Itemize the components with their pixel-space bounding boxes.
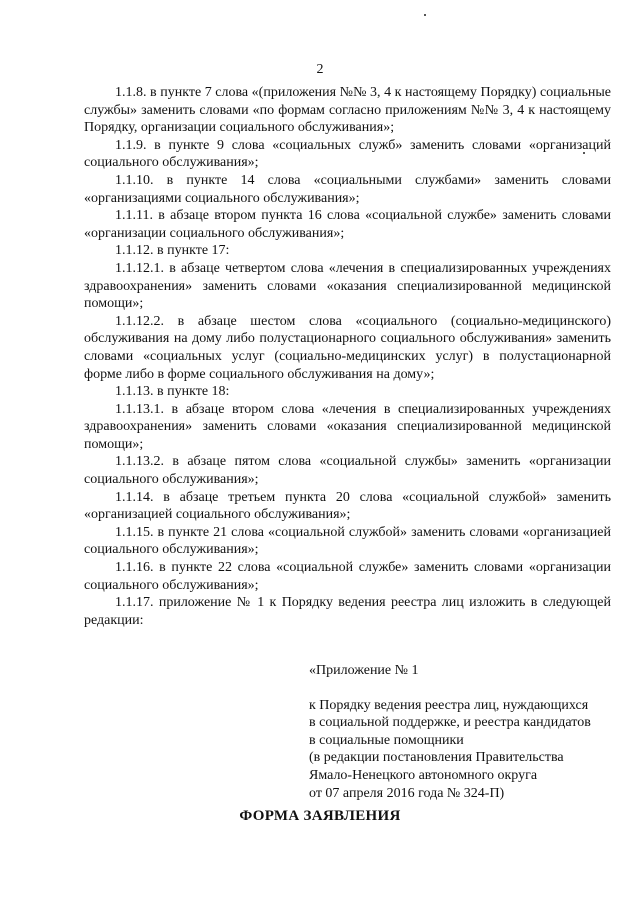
page-number: 2	[316, 62, 324, 77]
appendix-header	[309, 662, 629, 802]
paragraph: 1.1.10. в пункте 14 слова «социальными службами» заменить словами «организациями социального обслуживания»;	[84, 172, 611, 206]
appendix-line: в социальной поддержке, и реестра кандидатов	[309, 715, 591, 731]
paragraph: 1.1.12. в пункте 17:	[115, 243, 230, 259]
paragraph: 1.1.12.1. в абзаце четвертом слова «лечения в специализированных учреждениях здравоохранения» заменить словами «оказания специализированной медицинской помощи»;	[84, 260, 611, 312]
document-body	[84, 84, 611, 629]
scan-speck	[424, 14, 426, 16]
appendix-line: в социальные помощники	[309, 732, 464, 748]
paragraph: 1.1.17. приложение № 1 к Порядку ведения реестра лиц изложить в следующей редакции:	[84, 595, 611, 628]
paragraph: 1.1.13. в пункте 18:	[115, 384, 230, 400]
form-title: ФОРМА ЗАЯВЛЕНИЯ	[239, 808, 401, 824]
appendix-line: Ямало-Ненецкого автономного округа	[309, 767, 538, 783]
paragraph: 1.1.8. в пункте 7 слова «(приложения №№ 3, 4 к настоящему Порядку) социальные службы» заменить словами «по формам согласно приложениям №№ 3, 4 к настоящему Порядку, организации социального обслуживания»;	[84, 85, 611, 136]
appendix-title: «Приложение № 1	[309, 663, 419, 678]
paragraph: 1.1.11. в абзаце втором пункта 16 слова «социальной службе» заменить словами «организации социального обслуживания»;	[84, 208, 611, 241]
paragraph: 1.1.16. в пункте 22 слова «социальной службе» заменить словами «организации социального обслуживания»;	[84, 560, 611, 593]
appendix-line: к Порядку ведения реестра лиц, нуждающихся	[309, 697, 589, 713]
paragraph: 1.1.13.2. в абзаце пятом слова «социальной службы» заменить «организации социального обслуживания»;	[84, 454, 611, 488]
paragraph: 1.1.9. в пункте 9 слова «социальных служб» заменить словами «организаций социального обслуживания»;	[84, 137, 611, 171]
appendix-line: (в редакции постановления Правительства	[309, 750, 564, 766]
paragraph: 1.1.15. в пункте 21 слова «социальной службой» заменить словами «организацией социального обслуживания»;	[84, 524, 611, 558]
appendix-line: от 07 апреля 2016 года № 324-П)	[309, 785, 505, 801]
paragraph: 1.1.13.1. в абзаце втором слова «лечения в специализированных учреждениях здравоохранения» заменить словами «оказания специализированной медицинской помощи»;	[84, 401, 611, 452]
paragraph: 1.1.14. в абзаце третьем пункта 20 слова «социальной службой» заменить «организацией социального обслуживания»;	[84, 489, 611, 523]
paragraph: 1.1.12.2. в абзаце шестом слова «социального (социально-медицинского) обслуживания на дому либо полустационарного социального обслуживания» заменить словами «социальных услуг (социально-медицинских услуг) в полустационарной форме либо в форме социального обслуживания на дому»;	[84, 313, 611, 382]
